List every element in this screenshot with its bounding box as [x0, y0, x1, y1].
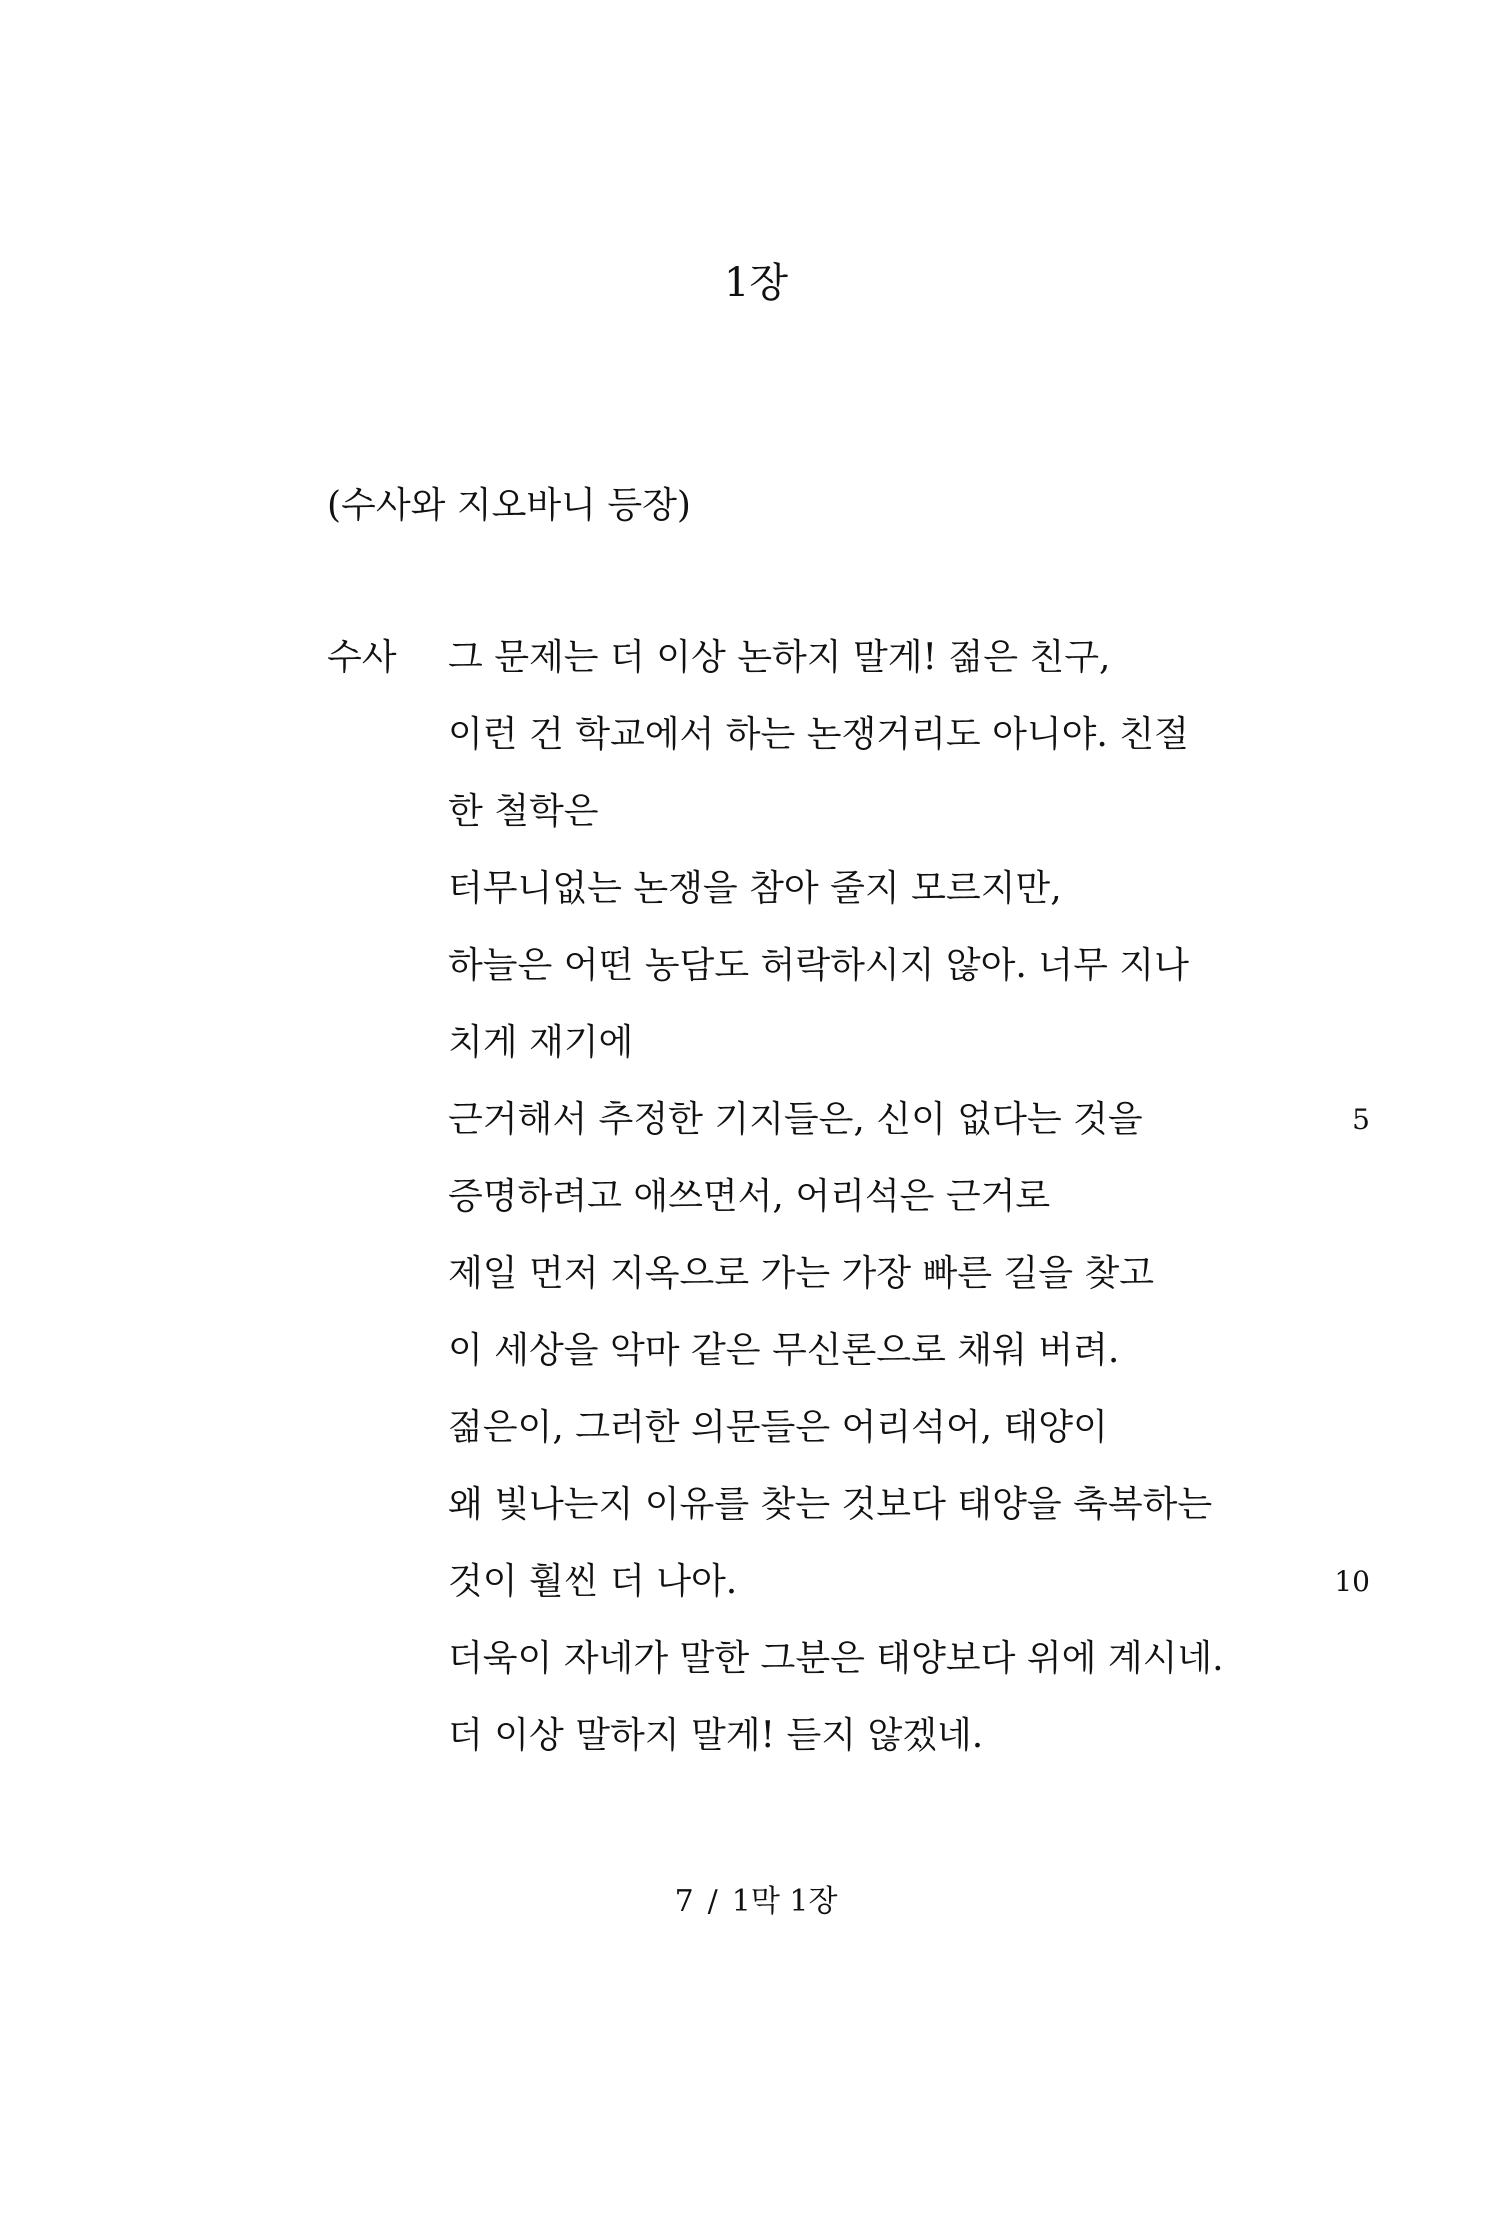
- dialogue-line: [448, 1402, 1268, 1479]
- dialogue-line-text: 것이 훨씬 더 나아.: [448, 1561, 738, 1602]
- page-number: 7: [674, 1884, 694, 1919]
- line-number: 10: [1334, 1565, 1370, 1598]
- page-footer: [0, 1880, 1512, 1924]
- dialogue-line-text: 터무니없는 논쟁을 참아 줄지 모르지만,: [448, 868, 1062, 909]
- dialogue-line: [448, 1017, 1268, 1094]
- dialogue-lines: [448, 632, 1370, 1787]
- dialogue-line: [448, 1479, 1268, 1556]
- dialogue-line: [448, 709, 1268, 786]
- dialogue-line-text: 그 문제는 더 이상 논하지 말게! 젊은 친구,: [448, 637, 1111, 678]
- dialogue-line: [448, 940, 1268, 1017]
- dialogue-line: [448, 1556, 1370, 1633]
- dialogue-line: [448, 1710, 1268, 1787]
- dialogue-line-text: 한 철학은: [448, 791, 599, 832]
- speaker-name: 수사: [327, 637, 397, 678]
- line-number: 5: [1352, 1103, 1370, 1136]
- dialogue-line-text: 제일 먼저 지옥으로 가는 가장 빠른 길을 찾고: [448, 1253, 1155, 1294]
- dialogue-line-text: 왜 빛나는지 이유를 찾는 것보다 태양을 축복하는: [448, 1484, 1213, 1525]
- dialogue-line-text: 더 이상 말하지 말게! 듣지 않겠네.: [448, 1715, 984, 1756]
- dialogue-line: [448, 786, 1268, 863]
- dialogue-line-text: 근거해서 추정한 기지들은, 신이 없다는 것을: [448, 1099, 1143, 1140]
- dialogue-line-text: 하늘은 어떤 농담도 허락하시지 않아. 너무 지나: [448, 945, 1189, 986]
- dialogue-line-text: 증명하려고 애쓰면서, 어리석은 근거로: [448, 1176, 1051, 1217]
- dialogue-line: [448, 1633, 1268, 1710]
- dialogue-line-text: 이런 건 학교에서 하는 논쟁거리도 아니야. 친절: [448, 714, 1189, 755]
- dialogue-line-text: 치게 재기에: [448, 1022, 634, 1063]
- dialogue-line: [448, 632, 1268, 709]
- stage-direction: (수사와 지오바니 등장): [327, 485, 691, 526]
- dialogue-line-text: 더욱이 자네가 말한 그분은 태양보다 위에 계시네.: [448, 1638, 1224, 1679]
- footer-section: 1막 1장: [731, 1884, 838, 1919]
- dialogue-line: [448, 1325, 1268, 1402]
- dialogue-line: [448, 863, 1268, 940]
- dialogue-line: [448, 1171, 1268, 1248]
- dialogue-line-text: 이 세상을 악마 같은 무신론으로 채워 버려.: [448, 1330, 1120, 1371]
- dialogue-line: [448, 1248, 1268, 1325]
- dialogue-line-text: 젊은이, 그러한 의문들은 어리석어, 태양이: [448, 1407, 1108, 1448]
- scene-title: 1장: [723, 260, 789, 306]
- footer-separator: /: [707, 1884, 718, 1919]
- dialogue-line: [448, 1094, 1370, 1171]
